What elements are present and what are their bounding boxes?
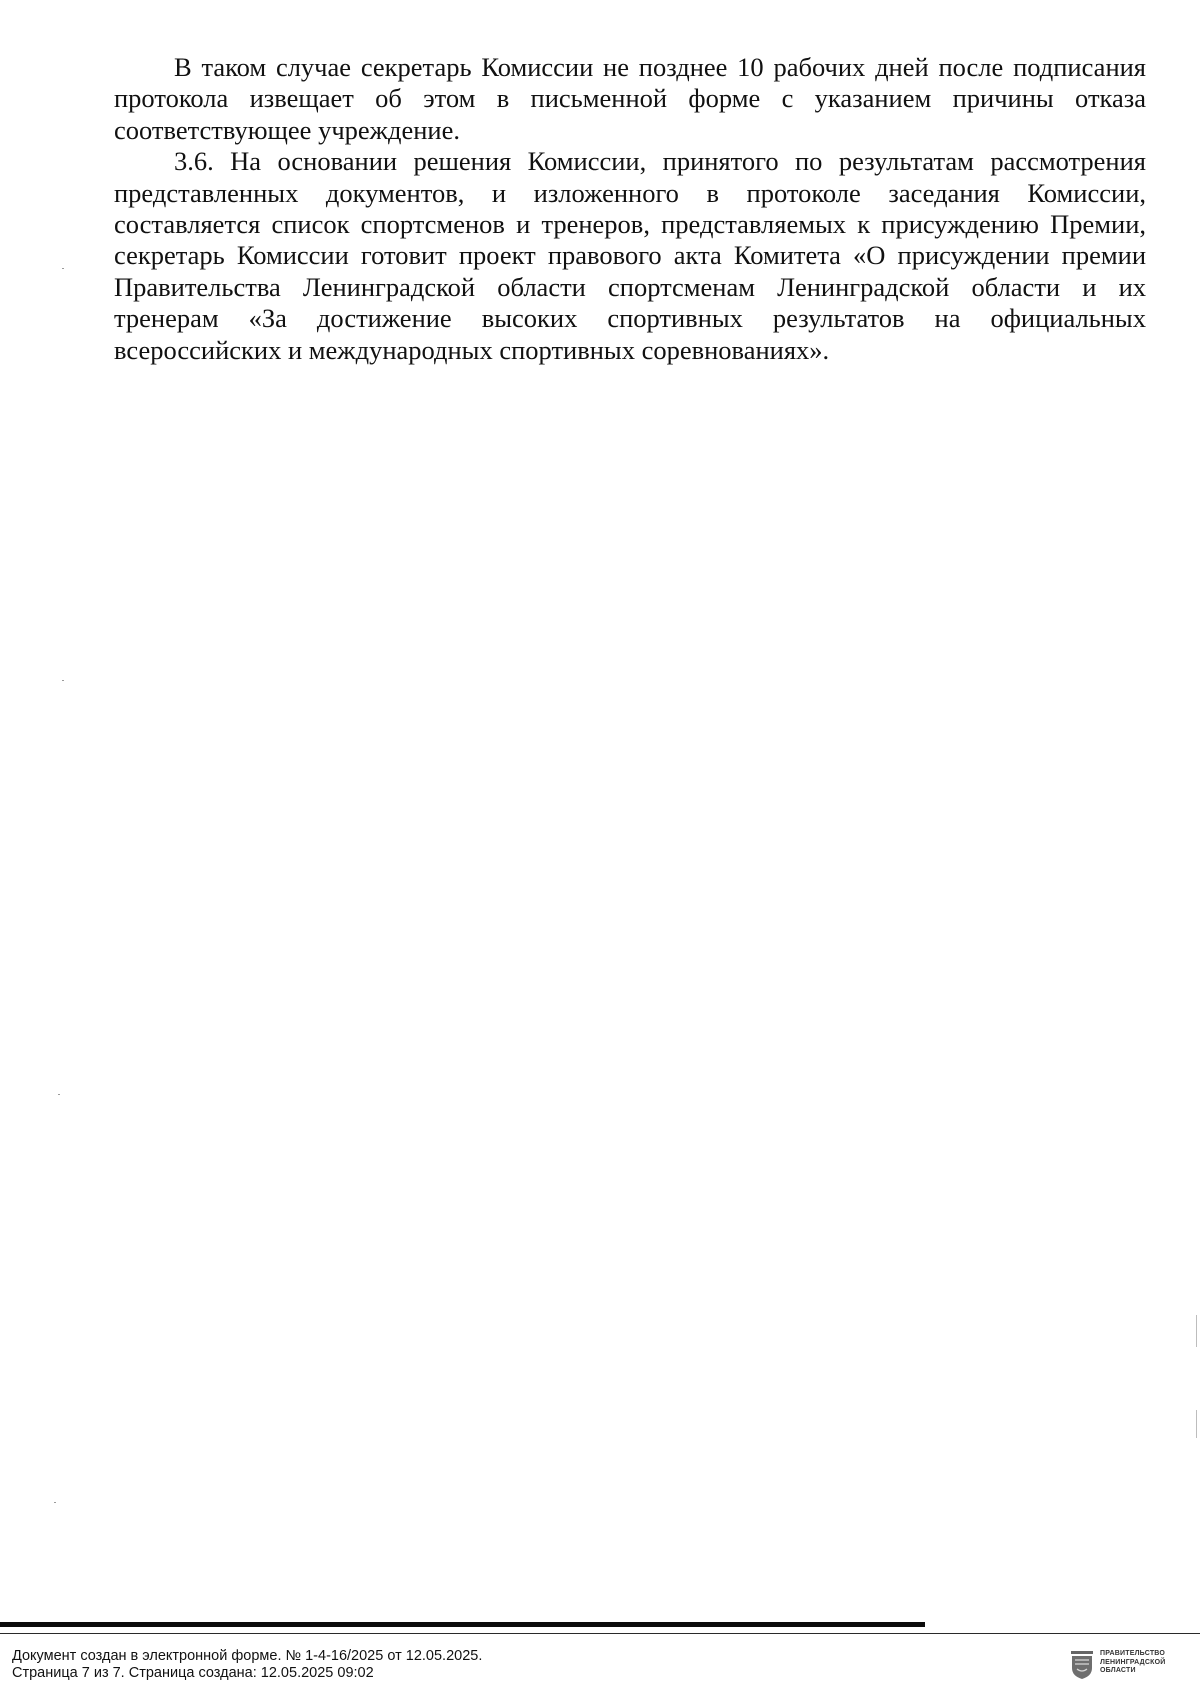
footer-page-info: Страница 7 из 7. Страница создана: 12.05.2025 09:02 — [12, 1664, 374, 1681]
footer-info — [12, 1648, 482, 1681]
logo-caption — [1100, 1650, 1165, 1676]
logo-caption-line: ПРАВИТЕЛЬСТВО — [1100, 1650, 1166, 1657]
government-logo — [1070, 1650, 1190, 1684]
coat-of-arms-icon — [1070, 1650, 1094, 1680]
document-body — [114, 52, 1146, 366]
logo-caption-line: ОБЛАСТИ — [1100, 1667, 1136, 1675]
footer-thin-rule — [0, 1633, 1200, 1634]
logo-caption-line: ЛЕНИНГРАДСКОЙ — [1100, 1658, 1166, 1666]
footer-thick-rule — [0, 1622, 925, 1627]
footer-document-number: Документ создан в электронной форме. № 1-4-16/2025 от 12.05.2025. — [12, 1648, 483, 1664]
scan-speck — [62, 268, 64, 269]
scan-speck — [58, 1094, 60, 1095]
scan-speck — [54, 1502, 56, 1503]
scan-edge-mark — [1196, 1315, 1197, 1347]
scan-speck — [62, 680, 64, 681]
paragraph-refusal-notice: В таком случае секретарь Комиссии не позднее 10 рабочих дней после подписания протокола извещает об этом в письменной форме с указанием причины отказа соответствующее учреждение. — [114, 52, 1146, 145]
scan-edge-mark — [1196, 1410, 1197, 1438]
paragraph-3-6: 3.6. На основании решения Комиссии, принятого по результатам рассмотрения представленных документов, и изложенного в протоколе заседания Комиссии, составляется список спортсменов и тренеров, представляемых к присуждению Премии, секретарь Комиссии готовит проект правового акта Комитета «О присуждении премии Правительства Ленинградской области спортсменам Ленинградской области и их тренерам «За достижение высоких спортивных результатов на официальных всероссийских и международных спортивных соревнованиях». — [114, 146, 1146, 365]
